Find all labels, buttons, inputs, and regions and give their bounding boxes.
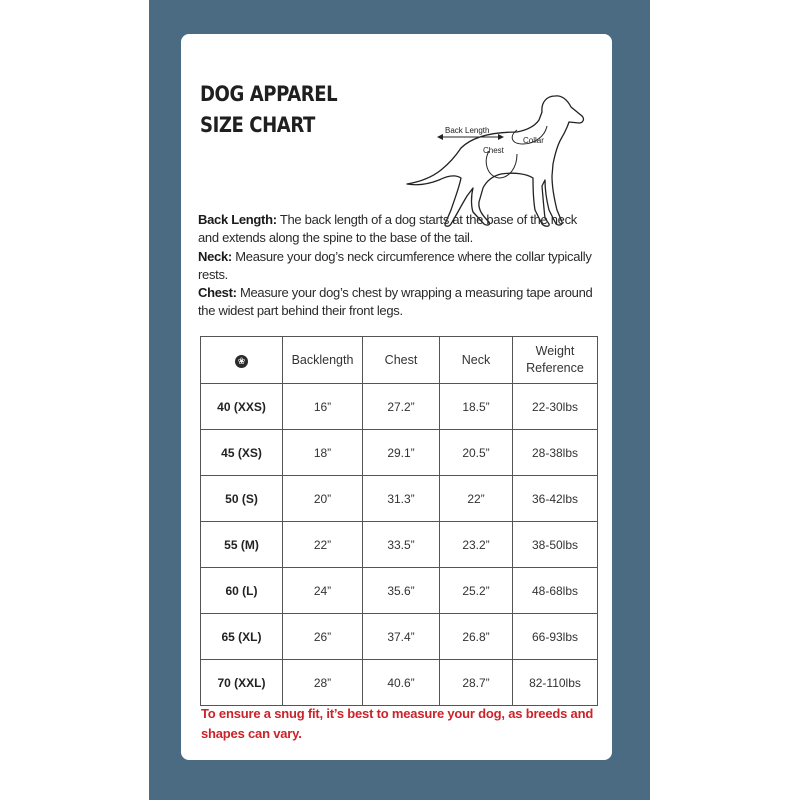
backlength-cell: 26”	[283, 614, 363, 660]
definition-text: Measure your dog’s chest by wrapping a measuring tape around the widest part behind their front legs.	[198, 285, 593, 319]
backlength-cell: 20”	[283, 476, 363, 522]
definition-term: Neck:	[198, 248, 232, 264]
weight-cell: 82-110lbs	[513, 660, 598, 706]
table-row	[201, 522, 598, 568]
table-row	[201, 430, 598, 476]
chest-cell: 37.4”	[363, 614, 440, 660]
neck-cell: 20.5”	[440, 430, 513, 476]
measurement-definitions	[198, 211, 598, 321]
size-cell: 65 (XL)	[201, 614, 283, 660]
table-header-row	[201, 337, 598, 384]
chest-label: Chest	[483, 146, 504, 155]
backlength-cell: 24”	[283, 568, 363, 614]
chest-cell: 31.3”	[363, 476, 440, 522]
paw-icon: ❀	[235, 355, 248, 368]
definition-back-length	[198, 211, 598, 248]
definition-neck	[198, 248, 598, 285]
column-header-backlength: Backlength	[283, 337, 363, 384]
size-cell: 50 (S)	[201, 476, 283, 522]
title-line-2: SIZE CHART	[200, 113, 315, 137]
weight-cell: 66-93lbs	[513, 614, 598, 660]
backlength-cell: 28”	[283, 660, 363, 706]
backlength-cell: 16”	[283, 384, 363, 430]
collar-label: Collar	[523, 136, 544, 145]
size-cell: 70 (XXL)	[201, 660, 283, 706]
neck-cell: 25.2”	[440, 568, 513, 614]
neck-cell: 18.5”	[440, 384, 513, 430]
chest-cell: 29.1”	[363, 430, 440, 476]
weight-cell: 22-30lbs	[513, 384, 598, 430]
table-row	[201, 476, 598, 522]
definition-term: Back Length:	[198, 212, 277, 227]
dog-outline-icon	[407, 96, 583, 226]
definition-text: The back length of a dog starts at the base of the neck and extends along the spine to the base of the tail.	[198, 212, 577, 246]
size-column-header	[201, 337, 283, 384]
back-length-label: Back Length	[445, 126, 490, 135]
backlength-cell: 22”	[283, 522, 363, 568]
title-line-1: DOG APPAREL	[200, 82, 338, 106]
size-cell: 55 (M)	[201, 522, 283, 568]
table-row	[201, 384, 598, 430]
definition-chest	[198, 284, 598, 321]
size-table	[200, 336, 598, 706]
chest-cell: 27.2”	[363, 384, 440, 430]
weight-cell: 38-50lbs	[513, 522, 598, 568]
backlength-cell: 18”	[283, 430, 363, 476]
page-title	[200, 79, 337, 141]
column-header-weight: Weight Reference	[513, 337, 598, 384]
neck-cell: 22”	[440, 476, 513, 522]
table-row	[201, 660, 598, 706]
size-cell: 60 (L)	[201, 568, 283, 614]
size-chart-card	[181, 34, 612, 760]
fit-note: To ensure a snug fit, it’s best to measure your dog, as breeds and shapes can vary.	[201, 706, 594, 741]
table-row	[201, 614, 598, 660]
definition-text: Measure your dog’s neck circumference where the collar typically rests.	[198, 248, 592, 282]
weight-cell: 48-68lbs	[513, 568, 598, 614]
column-header-chest: Chest	[363, 337, 440, 384]
chest-cell: 35.6”	[363, 568, 440, 614]
weight-cell: 36-42lbs	[513, 476, 598, 522]
size-cell: 40 (XXS)	[201, 384, 283, 430]
chest-cell: 33.5”	[363, 522, 440, 568]
weight-cell: 28-38lbs	[513, 430, 598, 476]
neck-cell: 26.8”	[440, 614, 513, 660]
definition-term: Chest:	[198, 285, 237, 301]
neck-cell: 23.2”	[440, 522, 513, 568]
dog-measurement-diagram	[399, 64, 594, 234]
chest-cell: 40.6”	[363, 660, 440, 706]
neck-cell: 28.7”	[440, 660, 513, 706]
column-header-neck: Neck	[440, 337, 513, 384]
table-row	[201, 568, 598, 614]
size-cell: 45 (XS)	[201, 430, 283, 476]
